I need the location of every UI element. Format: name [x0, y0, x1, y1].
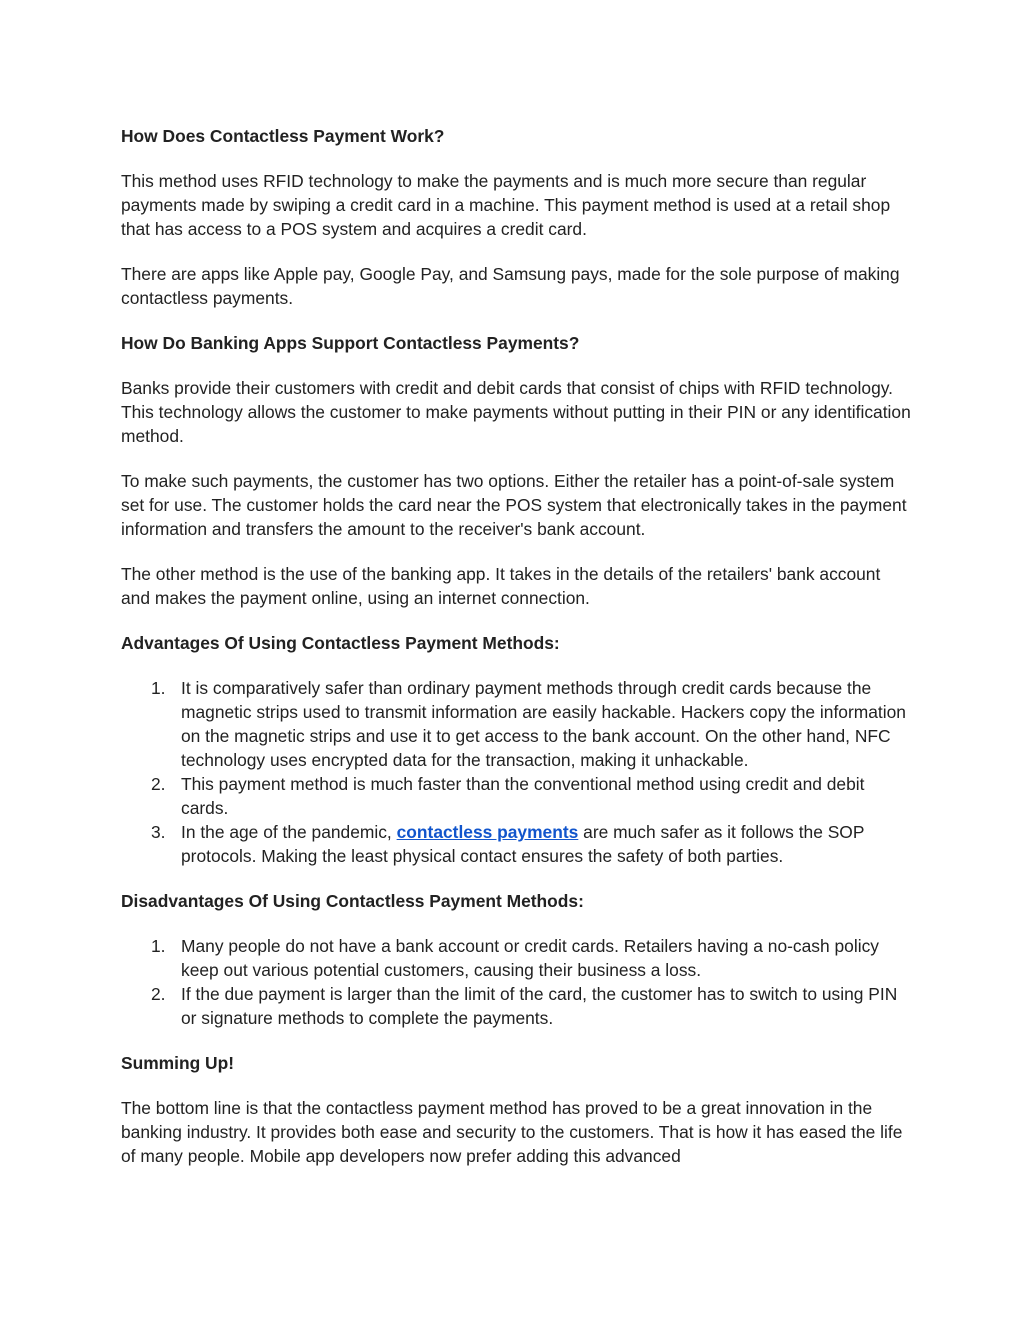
- heading-disadvantages: Disadvantages Of Using Contactless Payment Methods:: [121, 891, 584, 911]
- list-item-text: Many people do not have a bank account or credit cards. Retailers having a no-cash policy keep out various potential customers, causing their business a loss.: [181, 936, 879, 980]
- list-item-text: This payment method is much faster than the conventional method using credit and debit cards.: [181, 774, 865, 818]
- paragraph-rfid-method: This method uses RFID technology to make the payments and is much more secure than regular payments made by swiping a credit card in a machine. This payment method is used at a retail shop that has access to a POS system and acquires a credit card.: [121, 171, 891, 239]
- list-number: 2.: [151, 984, 166, 1004]
- list-item-text: If the due payment is larger than the limit of the card, the customer has to switch to using PIN or signature methods to complete the payments.: [181, 984, 898, 1028]
- disadvantages-list: [121, 934, 911, 1030]
- list-number: 1.: [151, 936, 166, 956]
- paragraph-banking-app-option: The other method is the use of the banking app. It takes in the details of the retailers' bank account and makes the payment online, using an internet connection.: [121, 564, 881, 608]
- paragraph-bottom-line: The bottom line is that the contactless payment method has proved to be a great innovation in the banking industry. It provides both ease and security to the customers. That is how it has eased the life of many people. Mobile app developers now prefer adding this advanced: [121, 1098, 903, 1166]
- list-item: [121, 772, 911, 820]
- list-item: [121, 982, 911, 1030]
- list-item-text-after-link: are much safer as it follows the SOP protocols. Making the least physical contact ensures the safety of both parties.: [181, 822, 865, 866]
- document-page: [121, 124, 911, 1189]
- list-number: 3.: [151, 822, 166, 842]
- list-item-text: It is comparatively safer than ordinary payment methods through credit cards because the magnetic strips used to transmit information are easily hackable. Hackers copy the information on the magnetic strips and use it to get access to the bank account. On the other hand, NFC technology uses encrypted data for the transaction, making it unhackable.: [181, 678, 906, 770]
- paragraph-payment-apps: There are apps like Apple pay, Google Pay, and Samsung pays, made for the sole purpose of making contactless payments.: [121, 264, 900, 308]
- advantages-list: [121, 676, 911, 868]
- paragraph-pos-option: To make such payments, the customer has two options. Either the retailer has a point-of-sale system set for use. The customer holds the card near the POS system that electronically takes in the payment information and transfers the amount to the receiver's bank account.: [121, 471, 907, 539]
- list-number: 1.: [151, 678, 166, 698]
- list-item: [121, 934, 911, 982]
- heading-banking-apps-support: How Do Banking Apps Support Contactless Payments?: [121, 333, 580, 353]
- list-item-text-before-link: In the age of the pandemic,: [181, 822, 397, 842]
- list-item: [121, 820, 911, 868]
- heading-how-contactless-works: How Does Contactless Payment Work?: [121, 126, 445, 146]
- heading-advantages: Advantages Of Using Contactless Payment Methods:: [121, 633, 560, 653]
- contactless-payments-link[interactable]: contactless payments: [396, 822, 579, 842]
- list-item: [121, 676, 911, 772]
- list-number: 2.: [151, 774, 166, 794]
- heading-summing-up: Summing Up!: [121, 1053, 235, 1073]
- paragraph-bank-cards: Banks provide their customers with credit and debit cards that consist of chips with RFID technology. This technology allows the customer to make payments without putting in their PIN or any identification method.: [121, 378, 911, 446]
